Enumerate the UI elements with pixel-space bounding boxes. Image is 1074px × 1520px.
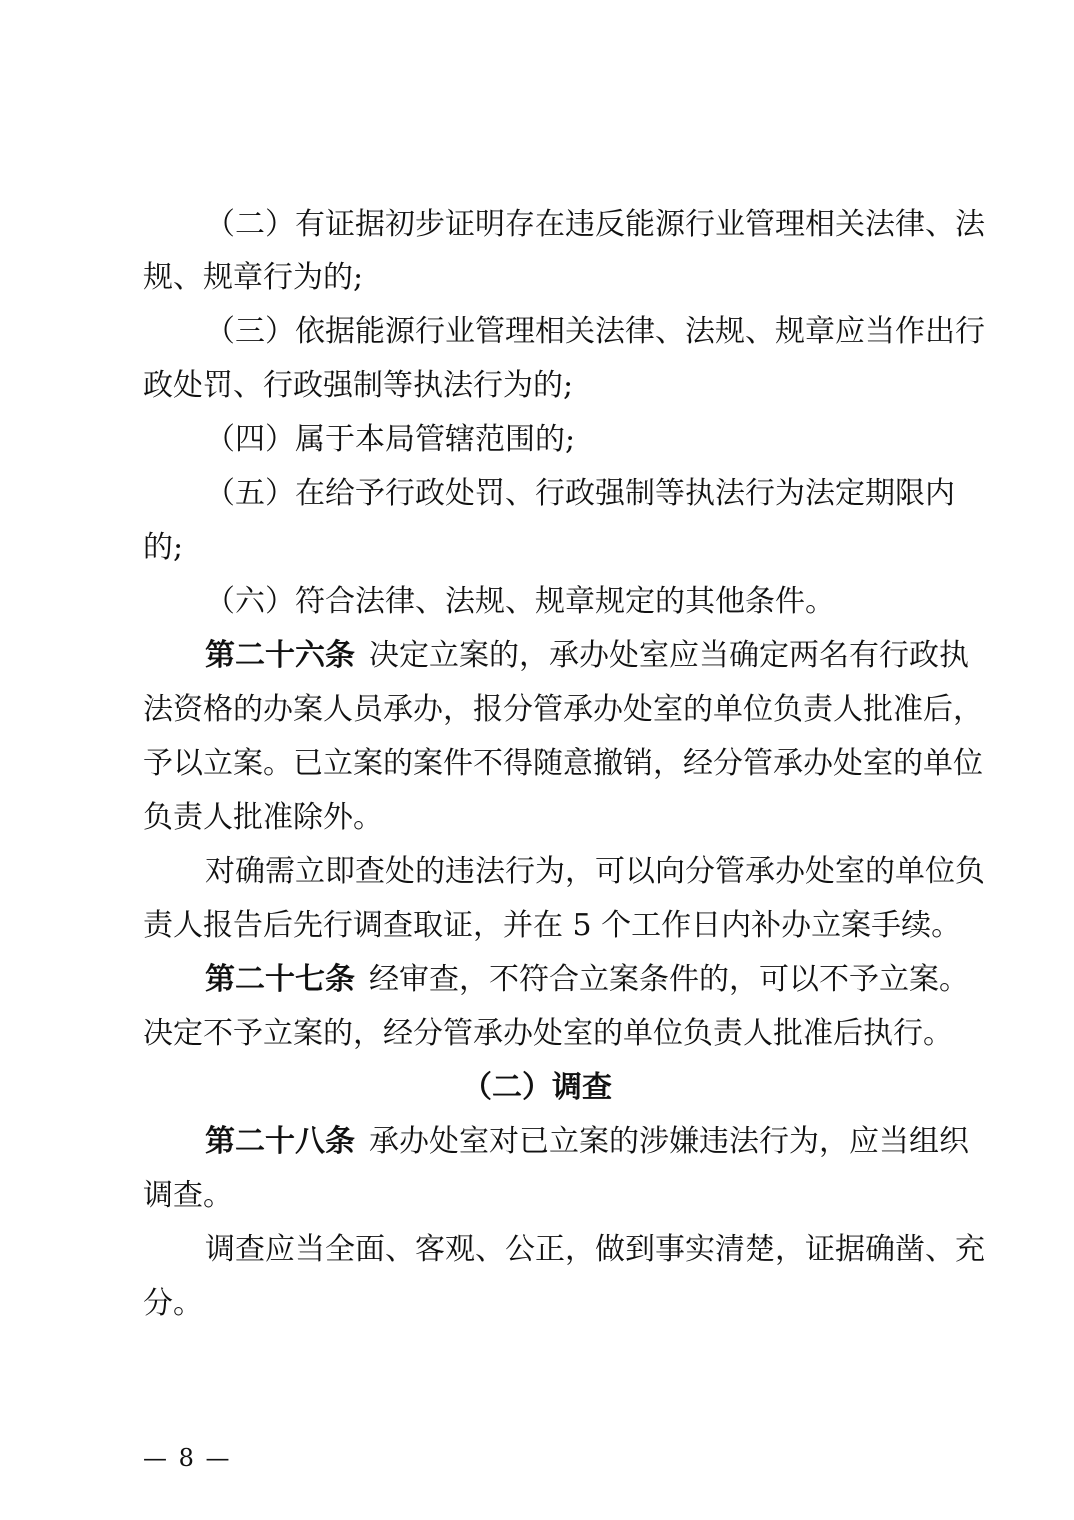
clause-2-line-1: （二）有证据初步证明存在违反能源行业管理相关法律、法 <box>205 207 985 242</box>
clause-5-line-1: （五）在给予行政处罚、行政强制等执法行为法定期限内 <box>205 476 955 511</box>
article-26-line-3: 予以立案。已立案的案件不得随意撤销，经分管承办处室的单位 <box>143 746 983 781</box>
page-number: — 8 — <box>143 1444 232 1472</box>
section-heading: （二）调查 <box>462 1070 612 1105</box>
article-26-paragraph-2-line-2: 责人报告后先行调查取证，并在 5 个工作日内补办立案手续。 <box>143 908 962 943</box>
article-26-line-2: 法资格的办案人员承办，报分管承办处室的单位负责人批准后， <box>143 692 983 727</box>
article-28-paragraph-2-line-2: 分。 <box>143 1286 203 1321</box>
article-28-paragraph-2-line-1: 调查应当全面、客观、公正，做到事实清楚，证据确凿、充 <box>205 1232 985 1267</box>
article-26-paragraph-2-line-1: 对确需立即查处的违法行为，可以向分管承办处室的单位负 <box>205 854 985 889</box>
clause-5-line-2: 的; <box>143 530 184 565</box>
clause-6-line: （六）符合法律、法规、规章规定的其他条件。 <box>205 584 835 619</box>
article-27-line-2: 决定不予立案的，经分管承办处室的单位负责人批准后执行。 <box>143 1016 953 1051</box>
article-27-text: 经审查，不符合立案条件的，可以不予立案。 <box>369 962 969 997</box>
article-28-text: 承办处室对已立案的涉嫌违法行为，应当组织 <box>369 1124 969 1159</box>
article-26-line-1 <box>205 636 969 676</box>
article-27-label: 第二十七条 <box>205 962 355 997</box>
clause-3-line-1: （三）依据能源行业管理相关法律、法规、规章应当作出行 <box>205 314 985 349</box>
article-28-label: 第二十八条 <box>205 1124 355 1159</box>
article-26-text: 决定立案的，承办处室应当确定两名有行政执 <box>369 638 969 673</box>
clause-4-line: （四）属于本局管辖范围的; <box>205 422 576 457</box>
article-26-line-4: 负责人批准除外。 <box>143 800 383 835</box>
article-27-line-1 <box>205 960 969 1000</box>
article-28-line-1 <box>205 1122 969 1162</box>
article-26-label: 第二十六条 <box>205 638 355 673</box>
article-28-line-2: 调查。 <box>143 1178 233 1213</box>
clause-3-line-2: 政处罚、行政强制等执法行为的; <box>143 368 574 403</box>
clause-2-line-2: 规、规章行为的; <box>143 260 364 295</box>
